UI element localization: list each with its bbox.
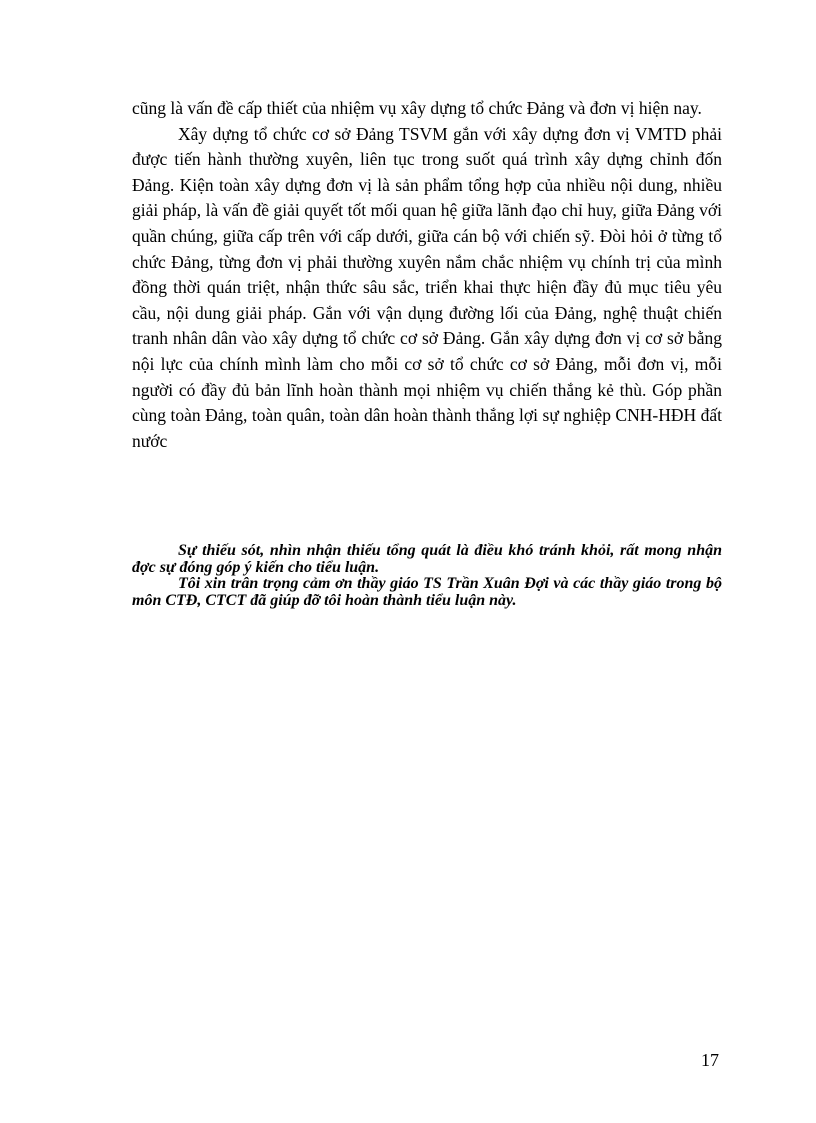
paragraph-continuation: cũng là vấn đề cấp thiết của nhiệm vụ xây dựng tổ chức Đảng và đơn vị hiện nay.: [132, 98, 702, 118]
closing-thanks: Tôi xin trân trọng cảm ơn thầy giáo TS Trần Xuân Đợi và các thầy giáo trong bộ môn CTĐ, CTCT đã giúp đỡ tôi hoàn thành tiểu luận này.: [132, 575, 722, 609]
page-number: 17: [701, 1050, 719, 1070]
closing-apology: Sự thiếu sót, nhìn nhận thiếu tổng quát là điều khó tránh khỏi, rất mong nhận đợc sự đóng góp ý kiến cho tiểu luận.: [132, 542, 722, 576]
body-text: [132, 96, 722, 454]
closing-remarks: [132, 543, 722, 609]
paragraph-main: Xây dựng tổ chức cơ sở Đảng TSVM gắn với xây dựng đơn vị VMTD phải được tiến hành thường xuyên, liên tục trong suốt quá trình xây dựng chỉnh đốn Đảng. Kiện toàn xây dựng đơn vị là sản phẩm tổng hợp của nhiều nội dung, nhiều giải pháp, là vấn đề giải quyết tốt mối quan hệ giữa lãnh đạo chỉ huy, giữa Đảng với quần chúng, giữa cấp trên với cấp dưới, giữa cán bộ với chiến sỹ. Đòi hỏi ở từng tổ chức Đảng, từng đơn vị phải thường xuyên nắm chắc nhiệm vụ chính trị của mình đồng thời quán triệt, nhận thức sâu sắc, triển khai thực hiện đầy đủ mục tiêu yêu cầu, nội dung giải pháp. Gắn với vận dụng đường lối của Đảng, nghệ thuật chiến tranh nhân dân vào xây dựng tổ chức cơ sở Đảng. Gắn xây dựng đơn vị cơ sở bằng nội lực của chính mình làm cho mỗi cơ sở tổ chức cơ sở Đảng, mỗi đơn vị, mỗi người có đầy đủ bản lĩnh hoàn thành mọi nhiệm vụ chiến thắng kẻ thù. Góp phần cùng toàn Đảng, toàn quân, toàn dân hoàn thành thắng lợi sự nghiệp CNH-HĐH đất nước: [132, 123, 722, 451]
